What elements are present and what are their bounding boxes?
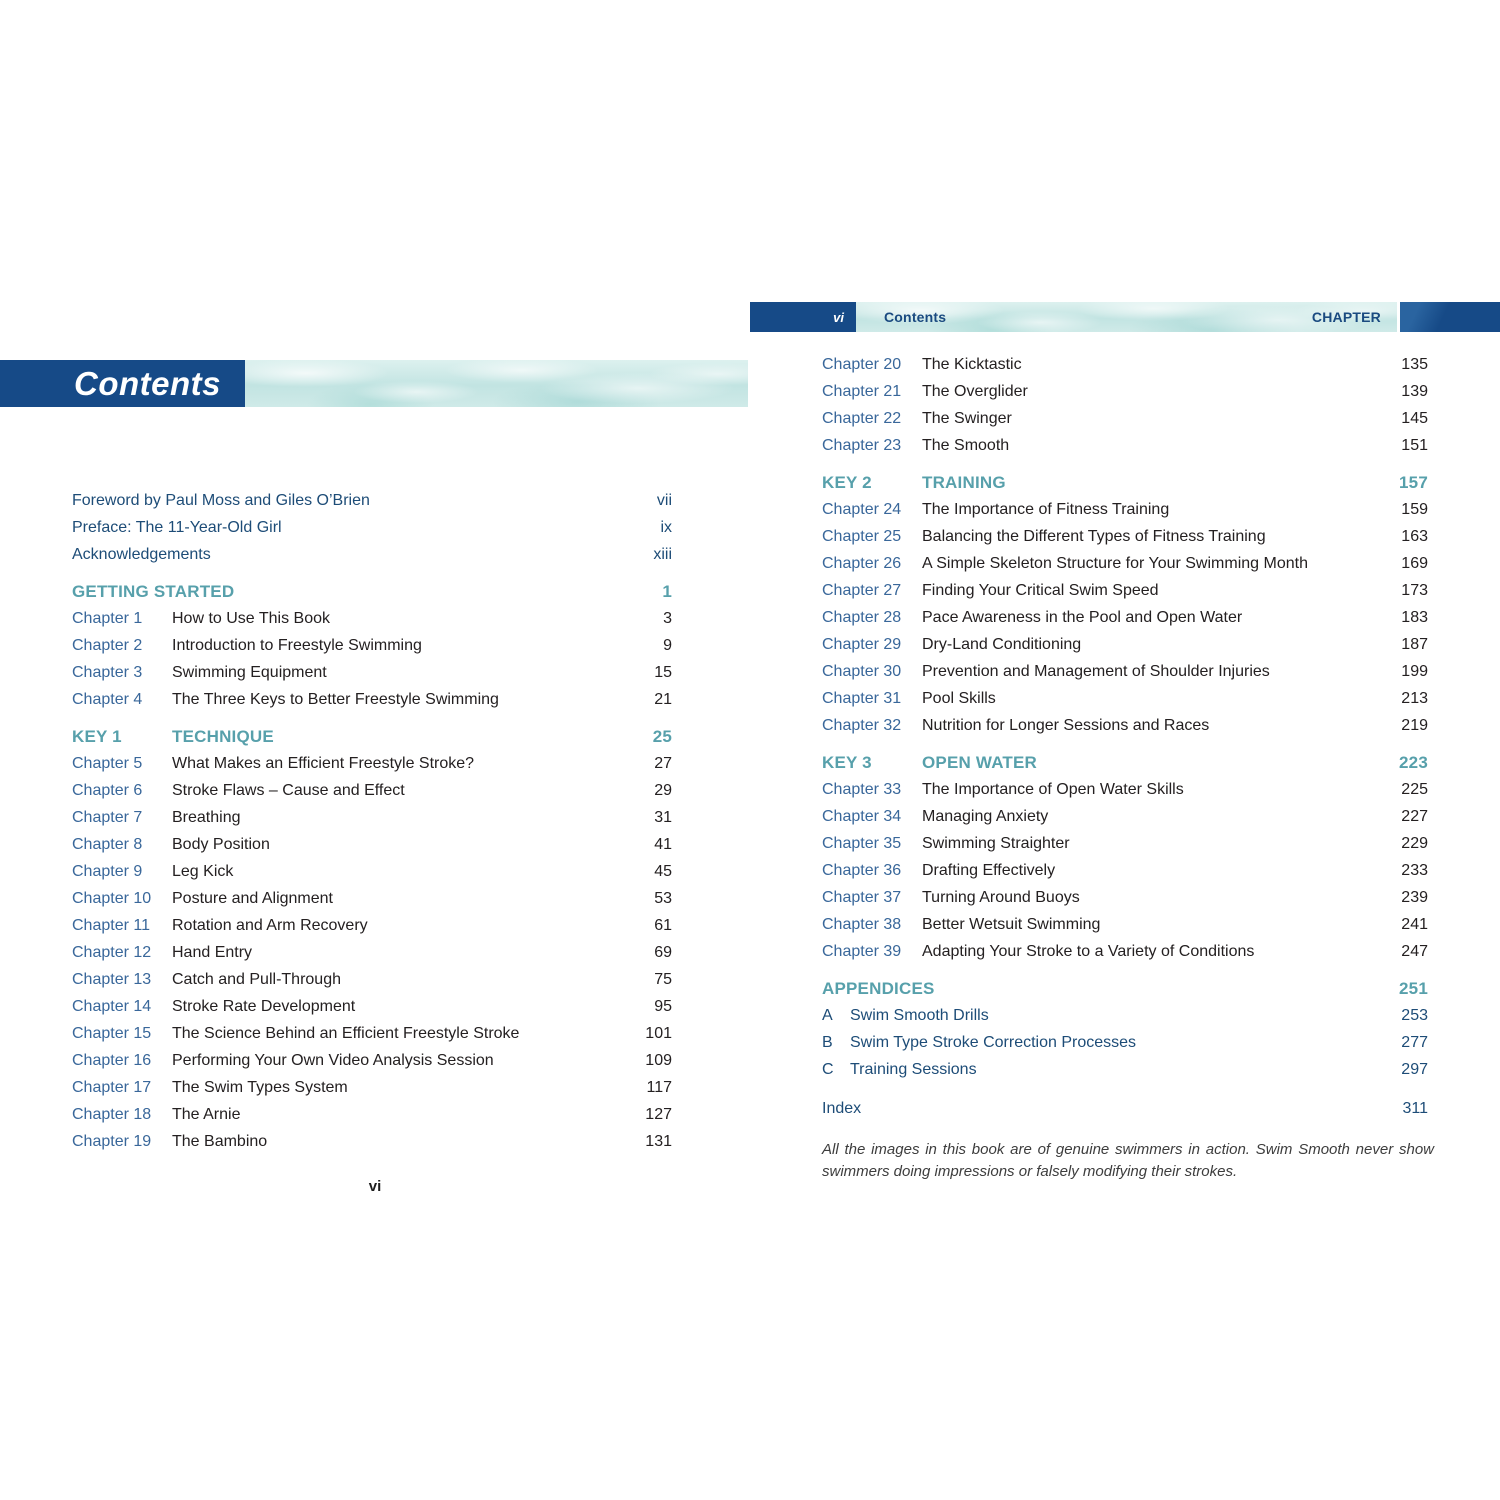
toc-row-page-number: 127 (645, 1106, 672, 1123)
toc-row-label: Chapter 6 (72, 782, 143, 799)
toc-row-page-number: 61 (654, 917, 672, 934)
toc-row[interactable] (822, 1002, 1428, 1029)
toc-row-title: Hand Entry (172, 944, 253, 961)
toc-row-page-number: 9 (663, 637, 672, 654)
toc-row-page-number: 29 (654, 782, 672, 799)
toc-row-page-number: 169 (1401, 555, 1428, 572)
toc-row[interactable] (822, 351, 1428, 378)
toc-row-label: Chapter 4 (72, 691, 143, 708)
toc-row[interactable] (72, 1020, 672, 1047)
toc-row-title: Stroke Rate Development (172, 998, 356, 1015)
toc-row-page-number: 21 (654, 691, 672, 708)
toc-row-title: Training Sessions (850, 1061, 977, 1078)
toc-row[interactable] (72, 885, 672, 912)
toc-row[interactable] (72, 831, 672, 858)
toc-row-title: How to Use This Book (172, 610, 330, 627)
toc-row-title: OPEN WATER (922, 753, 1038, 772)
toc-row[interactable] (822, 496, 1428, 523)
toc-row-label: Chapter 28 (822, 609, 902, 626)
toc-row-page-number: 139 (1401, 383, 1428, 400)
toc-row-label: Preface: The 11-Year-Old Girl (72, 519, 282, 536)
toc-row-title: The Science Behind an Efficient Freestyle Stroke (172, 1025, 520, 1042)
toc-row-label: Chapter 32 (822, 717, 902, 734)
toc-row-title: Rotation and Arm Recovery (172, 917, 368, 934)
toc-row-label: Chapter 27 (822, 582, 902, 599)
toc-row-title: Finding Your Critical Swim Speed (922, 582, 1159, 599)
toc-row[interactable] (72, 993, 672, 1020)
toc-row-page-number: 239 (1401, 889, 1428, 906)
contents-banner-navy-box (0, 360, 245, 407)
toc-row-title: Stroke Flaws – Cause and Effect (172, 782, 405, 799)
toc-row[interactable] (822, 685, 1428, 712)
toc-row[interactable] (72, 1101, 672, 1128)
toc-row-label: Chapter 7 (72, 809, 143, 826)
toc-row-title: Balancing the Different Types of Fitness Training (922, 528, 1266, 545)
toc-row-label: Chapter 9 (72, 863, 143, 880)
toc-row-title: Pace Awareness in the Pool and Open Water (922, 609, 1243, 626)
toc-row-label: Chapter 16 (72, 1052, 152, 1069)
toc-row[interactable] (72, 605, 672, 632)
toc-row[interactable] (72, 966, 672, 993)
toc-row-title: Breathing (172, 809, 241, 826)
running-header-folio: vi (833, 309, 844, 325)
toc-row-label: Chapter 11 (72, 917, 150, 934)
toc-row-title: The Swim Types System (172, 1079, 348, 1096)
toc-row[interactable] (72, 514, 672, 541)
toc-row-label: Chapter 17 (72, 1079, 152, 1096)
toc-row-title: Catch and Pull-Through (172, 971, 341, 988)
toc-row[interactable] (72, 750, 672, 777)
toc-row-page-number: 145 (1401, 410, 1428, 427)
toc-row-label: Chapter 34 (822, 808, 902, 825)
toc-row[interactable] (72, 939, 672, 966)
toc-row[interactable] (72, 804, 672, 831)
toc-row-page-number: ix (660, 519, 672, 536)
toc-row[interactable] (822, 803, 1428, 830)
running-header-water-strip (856, 302, 1397, 332)
toc-row[interactable] (822, 975, 1428, 1002)
left-page-folio: vi (368, 1178, 382, 1195)
toc-row[interactable] (822, 378, 1428, 405)
toc-row-title: What Makes an Efficient Freestyle Stroke? (172, 755, 475, 772)
toc-row-page-number: 69 (654, 944, 672, 961)
toc-row-title: Pool Skills (922, 690, 996, 707)
toc-row[interactable] (822, 577, 1428, 604)
toc-row-title: Nutrition for Longer Sessions and Races (922, 717, 1210, 734)
toc-row[interactable] (822, 469, 1428, 496)
toc-row-page-number: 173 (1401, 582, 1428, 599)
toc-row[interactable] (822, 658, 1428, 685)
toc-row-label: Chapter 36 (822, 862, 902, 879)
images-disclaimer-note: All the images in this book are of genuine swimmers in action. Swim Smooth never show swimmers doing impressions or falsely modifying their strokes. (822, 1141, 1434, 1180)
toc-row-label: Chapter 23 (822, 437, 902, 454)
toc-row-title: Performing Your Own Video Analysis Session (172, 1052, 494, 1069)
toc-row-title: Swim Type Stroke Correction Processes (850, 1034, 1137, 1051)
toc-row-page-number: 251 (1399, 979, 1428, 998)
toc-row-page-number: 159 (1401, 501, 1428, 518)
toc-row[interactable] (822, 884, 1428, 911)
toc-row-page-number: 109 (645, 1052, 672, 1069)
toc-row-label: APPENDICES (822, 979, 935, 998)
toc-row-label: Chapter 15 (72, 1025, 152, 1042)
toc-row-label: B (822, 1034, 833, 1051)
toc-row-label: Chapter 5 (72, 755, 143, 772)
toc-row-label: Chapter 35 (822, 835, 902, 852)
toc-row-page-number: 241 (1401, 916, 1428, 933)
toc-row-title: The Swinger (922, 410, 1012, 427)
toc-row[interactable] (822, 432, 1428, 459)
toc-row-title: The Three Keys to Better Freestyle Swimming (172, 691, 499, 708)
toc-row[interactable] (822, 830, 1428, 857)
toc-row-label: Chapter 13 (72, 971, 152, 988)
toc-row-label: Chapter 38 (822, 916, 902, 933)
toc-row[interactable] (72, 487, 672, 514)
toc-row-page-number: 183 (1401, 609, 1428, 626)
toc-row-page-number: 311 (1402, 1100, 1428, 1117)
toc-row-title: Better Wetsuit Swimming (922, 916, 1101, 933)
toc-row-label: A (822, 1007, 833, 1024)
toc-row-label: KEY 2 (822, 473, 872, 492)
toc-row[interactable] (72, 1128, 672, 1155)
running-header-title: Contents (884, 309, 947, 325)
toc-row-title: Leg Kick (172, 863, 234, 880)
toc-row-title: Drafting Effectively (922, 862, 1056, 879)
toc-row-page-number: 75 (654, 971, 672, 988)
toc-row-title: The Kicktastic (922, 356, 1022, 373)
water-texture-strip (245, 360, 748, 407)
running-header-navy-box (750, 302, 856, 332)
toc-row-page-number: 213 (1401, 690, 1428, 707)
toc-row[interactable] (72, 1074, 672, 1101)
toc-row-page-number: 15 (654, 664, 672, 681)
toc-row-label: Chapter 2 (72, 637, 143, 654)
toc-row-label: Chapter 12 (72, 944, 152, 961)
toc-row-page-number: 151 (1401, 437, 1428, 454)
toc-row-label: Chapter 24 (822, 501, 902, 518)
toc-row-page-number: 187 (1401, 636, 1428, 653)
toc-row-page-number: 227 (1401, 808, 1428, 825)
toc-row-label: Chapter 3 (72, 664, 143, 681)
toc-row-page-number: 1 (662, 582, 672, 601)
toc-row-page-number: 247 (1401, 943, 1428, 960)
toc-row[interactable] (72, 723, 672, 750)
toc-row-label: KEY 1 (72, 727, 122, 746)
toc-row-label: KEY 3 (822, 753, 872, 772)
toc-row-title: TECHNIQUE (172, 727, 274, 746)
toc-row-title: Swimming Equipment (172, 664, 327, 681)
toc-row-title: Managing Anxiety (922, 808, 1049, 825)
toc-row-page-number: vii (656, 492, 672, 509)
toc-row-label: Chapter 14 (72, 998, 152, 1015)
toc-row[interactable] (822, 1095, 1428, 1122)
toc-row-label: Chapter 18 (72, 1106, 152, 1123)
toc-row-title: The Bambino (172, 1133, 268, 1150)
toc-row-label: Chapter 37 (822, 889, 902, 906)
toc-row[interactable] (822, 749, 1428, 776)
toc-row-title: A Simple Skeleton Structure for Your Swimming Month (922, 555, 1308, 572)
toc-row-label: Chapter 30 (822, 663, 902, 680)
toc-row[interactable] (822, 938, 1428, 965)
toc-row-label: Chapter 8 (72, 836, 143, 853)
toc-list-left (72, 487, 672, 1155)
toc-row-label: Chapter 31 (822, 690, 902, 707)
toc-row[interactable] (72, 777, 672, 804)
toc-row-title: The Importance of Open Water Skills (922, 781, 1184, 798)
toc-row[interactable] (822, 523, 1428, 550)
toc-row-label: Acknowledgements (72, 546, 211, 563)
toc-row-page-number: 3 (663, 610, 672, 627)
toc-row[interactable] (72, 912, 672, 939)
toc-row[interactable] (72, 1047, 672, 1074)
toc-row-label: Chapter 26 (822, 555, 902, 572)
running-header-chapter-label: CHAPTER (1311, 309, 1381, 325)
toc-row-page-number: 117 (646, 1079, 672, 1096)
toc-row-label: Chapter 22 (822, 410, 902, 427)
toc-row-label: Chapter 29 (822, 636, 902, 653)
toc-row-page-number: 25 (652, 727, 672, 746)
toc-row-label: Chapter 20 (822, 356, 902, 373)
contents-banner (0, 360, 748, 407)
toc-row[interactable] (822, 1029, 1428, 1056)
toc-row-label: GETTING STARTED (72, 582, 235, 601)
toc-row[interactable] (822, 1056, 1428, 1083)
toc-row-page-number: 233 (1401, 862, 1428, 879)
toc-row-page-number: 163 (1401, 528, 1428, 545)
toc-row-title: The Arnie (172, 1106, 241, 1123)
toc-row-page-number: 199 (1401, 663, 1428, 680)
toc-row-label: Chapter 21 (822, 383, 902, 400)
running-header-corner-box (1400, 302, 1500, 332)
toc-row-page-number: 41 (654, 836, 672, 853)
toc-row[interactable] (822, 911, 1428, 938)
toc-row-title: Swimming Straighter (922, 835, 1070, 852)
toc-row-page-number: 131 (645, 1133, 672, 1150)
page-title: Contents (74, 364, 221, 402)
toc-row[interactable] (822, 604, 1428, 631)
toc-row-label: Foreword by Paul Moss and Giles O’Brien (72, 492, 370, 509)
toc-row-title: TRAINING (922, 473, 1006, 492)
toc-row-page-number: xiii (653, 546, 672, 563)
toc-row[interactable] (822, 631, 1428, 658)
toc-row-title: Prevention and Management of Shoulder Injuries (922, 663, 1270, 680)
toc-row[interactable] (822, 405, 1428, 432)
toc-row-title: Adapting Your Stroke to a Variety of Conditions (922, 943, 1255, 960)
toc-row-page-number: 101 (645, 1025, 672, 1042)
toc-row-label: Chapter 10 (72, 890, 152, 907)
toc-row-title: Posture and Alignment (172, 890, 333, 907)
toc-row-label: Chapter 25 (822, 528, 902, 545)
running-header (750, 302, 1500, 332)
toc-row-page-number: 45 (654, 863, 672, 880)
toc-row-page-number: 229 (1401, 835, 1428, 852)
toc-row-page-number: 297 (1401, 1061, 1428, 1078)
toc-row-label: C (822, 1061, 834, 1078)
toc-row[interactable] (72, 541, 672, 568)
toc-row-title: The Overglider (922, 383, 1028, 400)
toc-row-page-number: 225 (1401, 781, 1428, 798)
toc-row-title: Swim Smooth Drills (850, 1007, 989, 1024)
toc-row[interactable] (822, 857, 1428, 884)
toc-row-page-number: 277 (1401, 1034, 1428, 1051)
toc-row-page-number: 157 (1399, 473, 1428, 492)
toc-row-title: The Smooth (922, 437, 1010, 454)
toc-row[interactable] (822, 776, 1428, 803)
toc-row-page-number: 223 (1399, 753, 1428, 772)
toc-row-page-number: 31 (654, 809, 672, 826)
toc-row-title: Introduction to Freestyle Swimming (172, 637, 422, 654)
toc-row-title: Turning Around Buoys (922, 889, 1080, 906)
toc-row-title: The Importance of Fitness Training (922, 501, 1170, 518)
toc-row[interactable] (72, 858, 672, 885)
toc-row-page-number: 95 (654, 998, 672, 1015)
toc-row-page-number: 53 (654, 890, 672, 907)
toc-row[interactable] (72, 686, 672, 713)
toc-row[interactable] (72, 632, 672, 659)
toc-row-page-number: 135 (1401, 356, 1428, 373)
toc-list-right (822, 351, 1428, 1122)
toc-row-label: Chapter 1 (72, 610, 143, 627)
toc-row-label: Chapter 39 (822, 943, 902, 960)
toc-row-page-number: 27 (654, 755, 672, 772)
toc-row-label: Chapter 33 (822, 781, 902, 798)
toc-row-label: Index (822, 1100, 862, 1117)
toc-row[interactable] (72, 578, 672, 605)
toc-row-page-number: 219 (1401, 717, 1428, 734)
toc-row-title: Body Position (172, 836, 270, 853)
toc-row[interactable] (822, 550, 1428, 577)
toc-row[interactable] (72, 659, 672, 686)
toc-row-title: Dry-Land Conditioning (922, 636, 1082, 653)
toc-row-page-number: 253 (1401, 1007, 1428, 1024)
toc-row-label: Chapter 19 (72, 1133, 152, 1150)
toc-row[interactable] (822, 712, 1428, 739)
